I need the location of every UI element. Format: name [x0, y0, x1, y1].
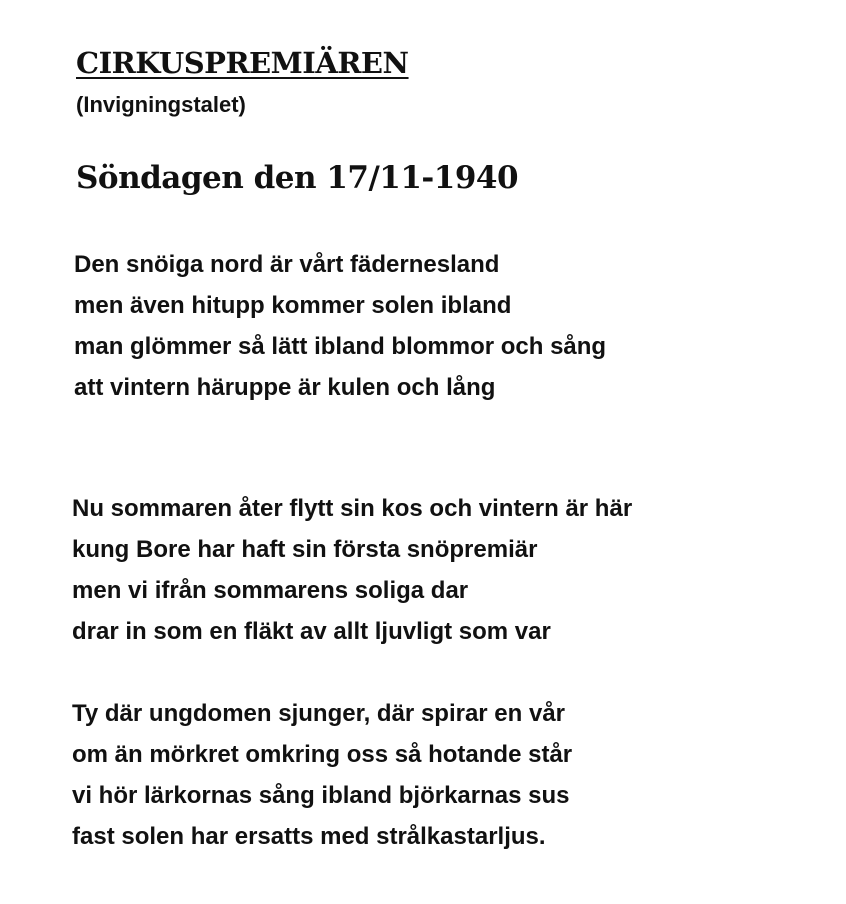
document-title: CIRKUSPREMIÄREN — [76, 46, 409, 80]
document-subtitle: (Invigningstalet) — [76, 92, 246, 117]
poem-line: Den snöiga nord är vårt fädernesland — [74, 251, 500, 278]
poem-line: att vintern häruppe är kulen och lång — [74, 374, 496, 401]
stanza-2 — [72, 488, 632, 652]
poem-line: fast solen har ersatts med strålkastarljus. — [72, 823, 546, 850]
document-date: Söndagen den 17/11-1940 — [76, 160, 519, 196]
poem-line: man glömmer så lätt ibland blommor och sång — [74, 333, 607, 360]
stanza-1 — [74, 244, 606, 408]
poem-line: kung Bore har haft sin första snöpremiär — [72, 536, 538, 563]
stanza-3 — [72, 693, 572, 857]
poem-line: men vi ifrån sommarens soliga dar — [72, 577, 469, 604]
poem-line: Ty där ungdomen sjunger, där spirar en vår — [72, 700, 566, 727]
poem-line: men även hitupp kommer solen ibland — [74, 292, 512, 319]
poem-line: vi hör lärkornas sång ibland björkarnas sus — [72, 782, 570, 809]
poem-line: drar in som en fläkt av allt ljuvligt som var — [72, 618, 551, 645]
poem-line: om än mörkret omkring oss så hotande står — [72, 741, 573, 768]
poem-line: Nu sommaren åter flytt sin kos och vintern är här — [72, 495, 633, 522]
